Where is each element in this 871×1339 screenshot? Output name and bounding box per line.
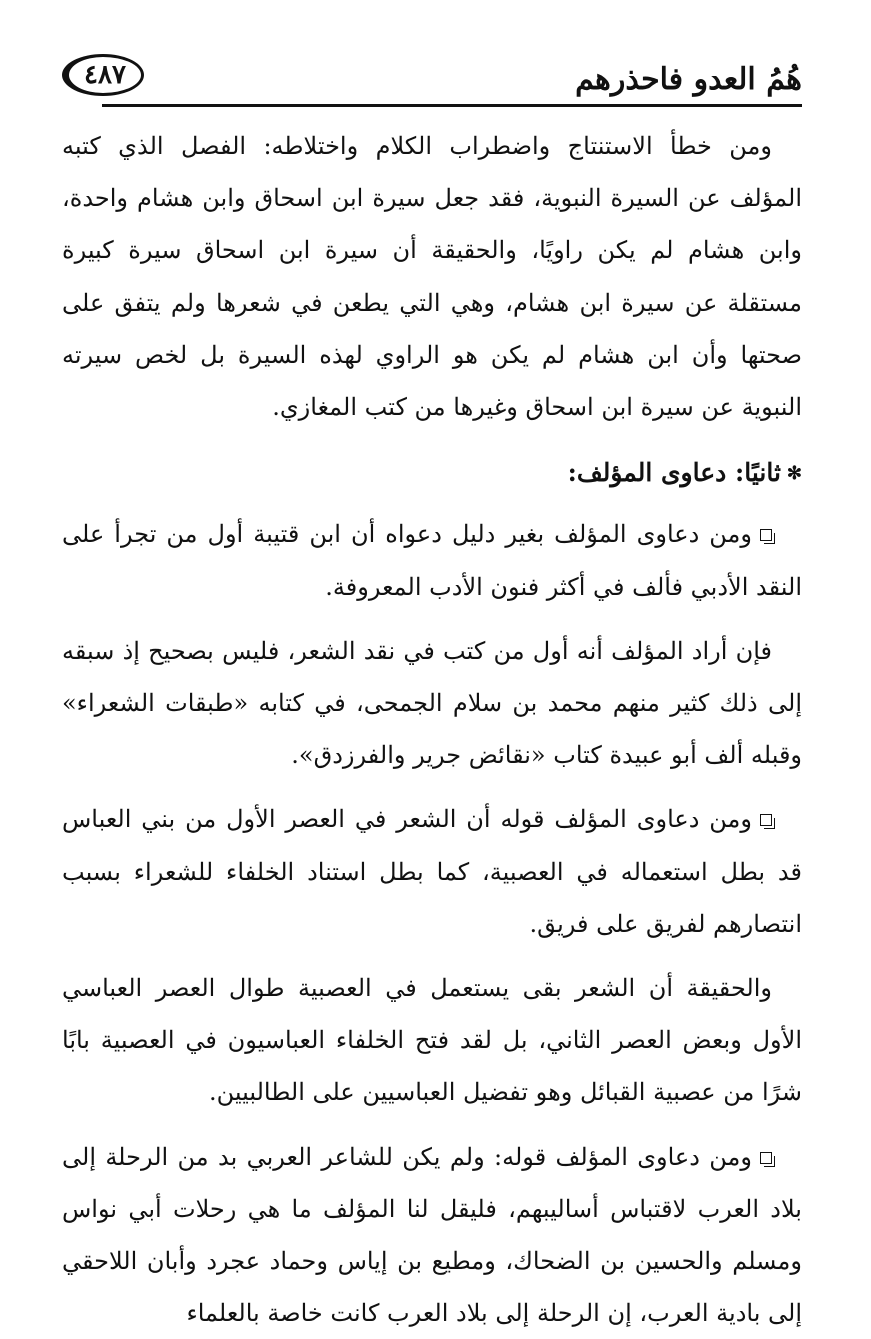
bulleted-paragraph (62, 508, 802, 612)
box-bullet-icon (760, 1152, 772, 1164)
paragraph-text: ومن دعاوى المؤلف قوله: ولم يكن للشاعر العربي بد من الرحلة إلى بلاد العرب لاقتباس أساليبهم، فليقل لنا المؤلف ما هي رحلات أبي نواس ومسلم والحسين بن الضحاك، ومطيع بن إياس وحماد عجرد وأبان اللاحقي إلى بادية العرب، إن الرحلة إلى بلاد العرب كانت خاصة بالعلماء (62, 1142, 802, 1328)
header-rule (102, 104, 802, 107)
bulleted-paragraph (62, 793, 802, 950)
paragraph: ومن خطأ الاستنتاج واضطراب الكلام واختلاطه: الفصل الذي كتبه المؤلف عن السيرة النبوية، فقد جعل سيرة ابن اسحاق وابن هشام واحدة، وابن هشام لم يكن راويًا، والحقيقة أن سيرة ابن اسحاق سيرة كبيرة مستقلة عن سيرة ابن هشام، وهي التي يطعن في شعرها ولم يتفق على صحتها وأن ابن هشام لم يكن هو الراوي لهذه السيرة بل لخص سيرته النبوية عن سيرة ابن اسحاق وغيرها من كتب المغازي. (62, 132, 802, 422)
section-heading (62, 447, 802, 500)
box-bullet-icon (760, 529, 772, 541)
paragraph-text: ومن دعاوى المؤلف قوله أن الشعر في العصر الأول من بني العباس قد بطل استعماله في العصبية، كما بطل استناد الخلفاء للشعراء بسبب انتصارهم لفريق على فريق. (62, 805, 802, 938)
paragraph-text: ومن دعاوى المؤلف بغير دليل دعواه أن ابن قتيبة أول من تجرأ على النقد الأدبي فألف في أكثر فنون الأدب المعروفة. (62, 520, 802, 601)
page-number: ٤٨٧ (62, 54, 144, 96)
paragraph: فإن أراد المؤلف أنه أول من كتب في نقد الشعر، فليس بصحيح إذ سبقه إلى ذلك كثير منهم محمد بن سلام الجمحى، في كتابه «طبقات الشعراء» وقبله ألف أبو عبيدة كتاب «نقائض جرير والفرزدق». (62, 636, 802, 770)
page-header (62, 52, 802, 112)
bulleted-paragraph (62, 1131, 802, 1339)
box-bullet-icon (760, 814, 772, 826)
running-title: هُمُ العدو فاحذرهم (575, 62, 802, 97)
page-body (62, 120, 802, 1339)
paragraph: والحقيقة أن الشعر بقى يستعمل في العصبية طوال العصر العباسي الأول وبعض العصر الثاني، بل لقد فتح الخلفاء العباسيون في العصبية بابًا شرًا من عصبية القبائل وهو تفضيل العباسيين على الطالبيين. (62, 974, 802, 1107)
section-heading-text: ثانيًا: دعاوى المؤلف: (567, 458, 781, 488)
asterisk-marker-icon: ✻ (786, 463, 802, 485)
